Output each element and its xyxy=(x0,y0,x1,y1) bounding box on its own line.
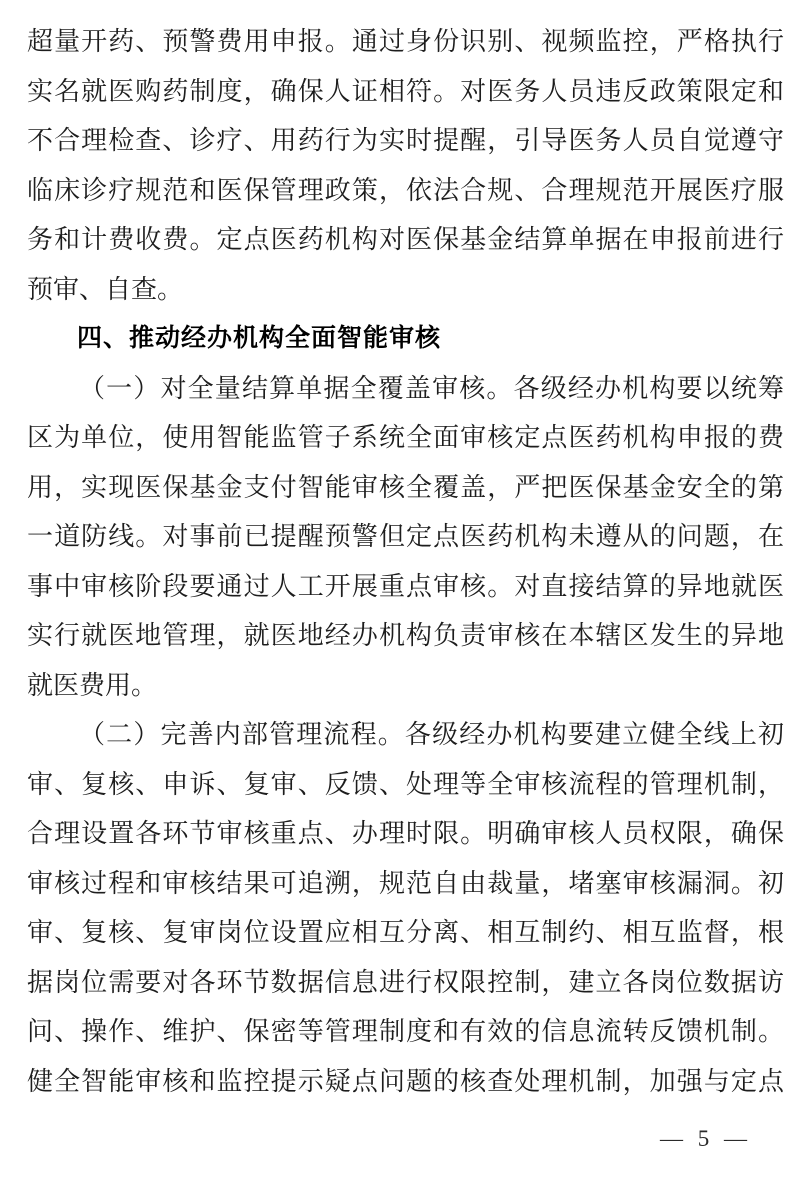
text-line: 就医费用。 xyxy=(27,670,158,700)
text-line: 务和计费收费。定点医药机构对医保基金结算单据在申报前进行 xyxy=(27,225,784,254)
text-line: 不合理检查、诊疗、用药行为实时提醒，引导医务人员自觉遵守 xyxy=(27,126,784,155)
paragraph-first-line: （二）完善内部管理流程。各级经办机构要建立健全线上初 xyxy=(79,720,784,749)
text-line: 临床诊疗规范和医保管理政策，依法合规、合理规范开展医疗服 xyxy=(27,175,784,205)
text-line: 一道防线。对事前已提醒预警但定点医药机构未遵从的问题，在 xyxy=(27,522,784,551)
text-line: 区为单位，使用智能监管子系统全面审核定点医药机构申报的费 xyxy=(27,423,784,452)
text-line: 超量开药、预警费用申报。通过身份识别、视频监控，严格执行 xyxy=(27,27,784,56)
text-line: 据岗位需要对各环节数据信息进行权限控制，建立各岗位数据访 xyxy=(27,967,784,997)
paragraph-first-line: （一）对全量结算单据全覆盖审核。各级经办机构要以统筹 xyxy=(79,373,784,403)
text-line: 实行就医地管理，就医地经办机构负责审核在本辖区发生的异地 xyxy=(27,621,784,650)
text-line: 问、操作、维护、保密等管理制度和有效的信息流转反馈机制。 xyxy=(27,1017,784,1046)
text-line: 审、复核、申诉、复审、反馈、处理等全审核流程的管理机制， xyxy=(27,769,784,799)
page-number: — 5 — xyxy=(660,1126,747,1151)
text-line: 事中审核阶段要通过人工开展重点审核。对直接结算的异地就医 xyxy=(27,571,784,601)
text-line: 审、复核、复审岗位设置应相互分离、相互制约、相互监督，根 xyxy=(27,918,784,947)
text-line: 预审、自查。 xyxy=(27,274,184,304)
section-heading: 四、推动经办机构全面智能审核 xyxy=(77,324,442,352)
document-body xyxy=(27,17,784,1106)
text-line: 审核过程和审核结果可追溯，规范自由裁量，堵塞审核漏洞。初 xyxy=(27,868,784,898)
text-line: 实名就医购药制度，确保人证相符。对医务人员违反政策限定和 xyxy=(27,76,784,106)
text-line: 健全智能审核和监控提示疑点问题的核查处理机制，加强与定点 xyxy=(27,1066,784,1096)
text-line: 用，实现医保基金支付智能审核全覆盖，严把医保基金安全的第 xyxy=(27,472,784,502)
text-line: 合理设置各环节审核重点、办理时限。明确审核人员权限，确保 xyxy=(27,819,784,848)
